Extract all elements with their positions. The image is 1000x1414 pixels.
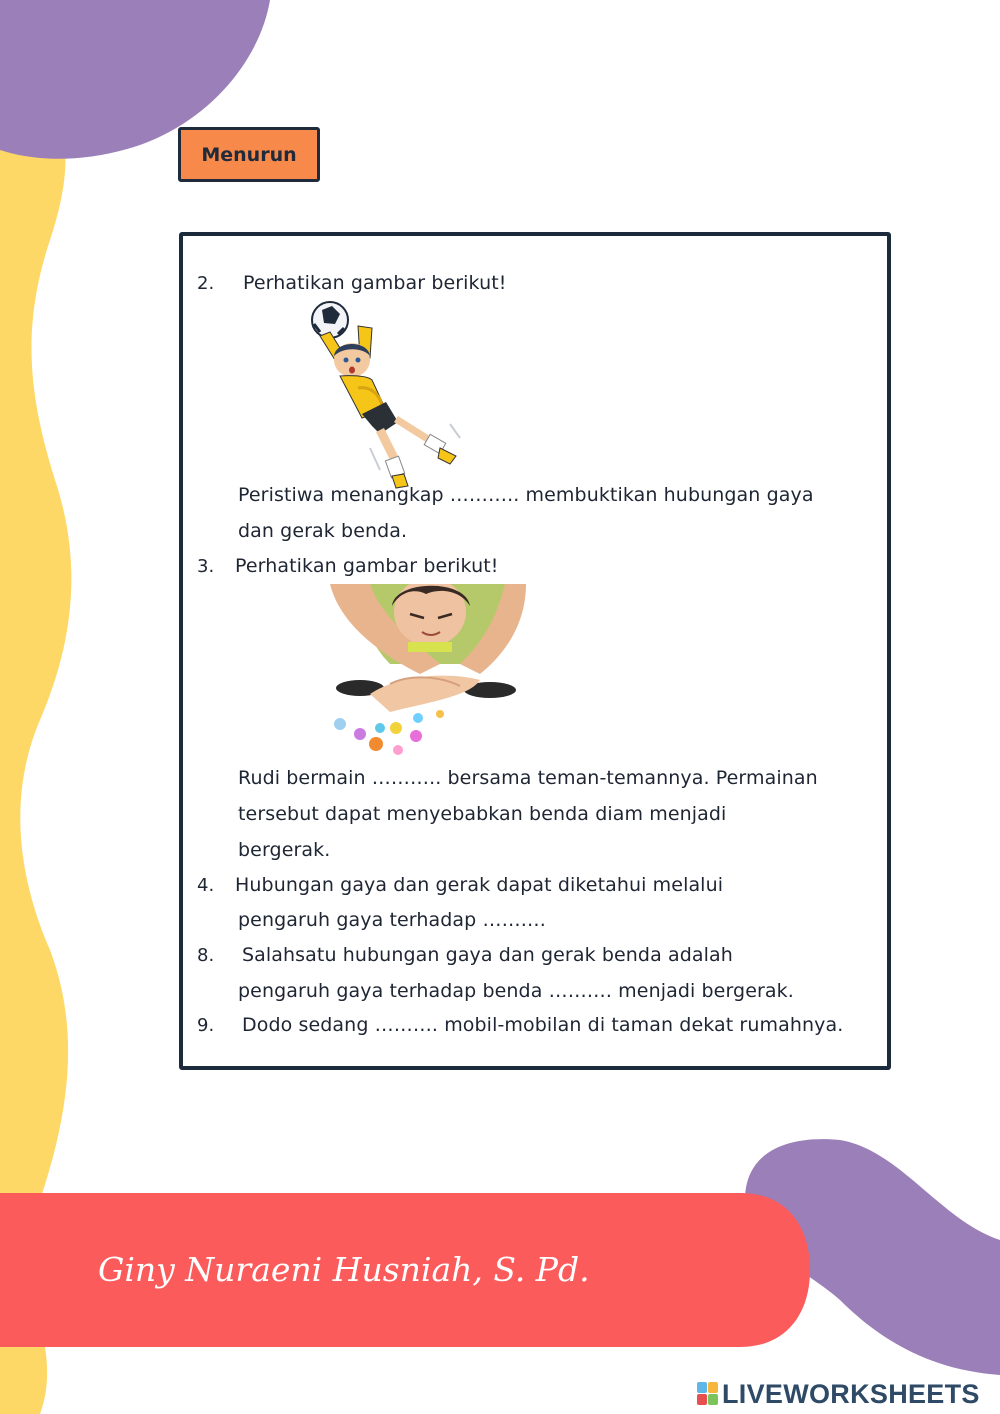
question-text-line: Hubungan gaya dan gerak dapat diketahui melalui xyxy=(235,874,724,896)
question-text-line: dan gerak benda. xyxy=(238,520,408,542)
marbles-illustration xyxy=(330,584,526,760)
question-text-line: tersebut dapat menyebabkan benda diam menjadi xyxy=(238,803,727,825)
question-text-line: Rudi bermain ……….. bersama teman-temannya. Permainan xyxy=(238,767,818,789)
question-number: 9. xyxy=(197,1015,215,1036)
goalkeeper-illustration xyxy=(300,298,470,490)
brand-logo xyxy=(697,1377,980,1411)
question-text-line: Peristiwa menangkap ……….. membuktikan hubungan gaya xyxy=(238,484,814,506)
question-text-line: bergerak. xyxy=(238,839,331,861)
question-number: 8. xyxy=(197,945,215,966)
question-text-line: Dodo sedang ………. mobil-mobilan di taman dekat rumahnya. xyxy=(242,1014,844,1036)
question-text-line: pengaruh gaya terhadap benda ………. menjadi bergerak. xyxy=(238,980,794,1002)
question-prompt: Perhatikan gambar berikut! xyxy=(235,555,499,577)
author-signature: Giny Nuraeni Husniah, S. Pd. xyxy=(98,1250,590,1289)
question-prompt: Perhatikan gambar berikut! xyxy=(243,272,507,294)
question-text-line: pengaruh gaya terhadap ………. xyxy=(238,909,546,931)
question-number: 4. xyxy=(197,875,215,896)
question-number: 3. xyxy=(197,556,215,577)
question-text-line: Salahsatu hubungan gaya dan gerak benda adalah xyxy=(242,944,733,966)
brand-name: LIVEWORKSHEETS xyxy=(722,1378,980,1409)
question-number: 2. xyxy=(197,273,215,294)
liveworksheets-logo-icon xyxy=(697,1381,719,1407)
topic-tag: Menurun xyxy=(178,127,320,182)
